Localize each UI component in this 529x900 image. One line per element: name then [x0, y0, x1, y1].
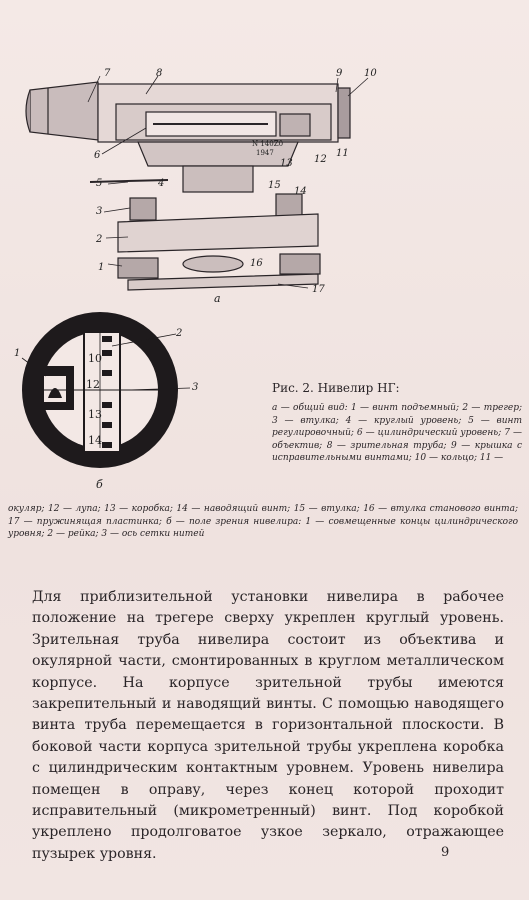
figure-a-label-3: 3 — [96, 206, 103, 217]
figure-a-label-6: 6 — [94, 150, 101, 161]
figure-a-label-16: 16 — [250, 258, 263, 269]
figure-caption-title: Рис. 2. Нивелир НГ: — [272, 381, 400, 395]
figure-a-label-8: 8 — [156, 68, 163, 79]
body-paragraph: Для приблизительной установки нивелира в рабочее положение на трегере сверху укреплен круглый уровень. Зрительная труба нивелира состоит из объектива и окулярной части, смонтированных в круглом металлическом корпусе. На корпусе зрительной трубы имеются закрепительный и наводящий винты. С помощью наводящего винта труба перемещается в горизонтальной плоскости. В боковой части корпуса зрительной трубы укреплена коробка с цилиндрическим контактным уровнем. Уровень нивелира помещен в оправу, через конец которой проходит исправительный (микрометренный) винт. Под коробкой укреплено продолговатое узкое зеркало, отражающее пузырек уровня. — [32, 589, 504, 862]
figure-caption-body: а — общий вид: 1 — винт подъемный; 2 — трегер; 3 — втулка; 4 — круглый уровень; 5 — винт регулировочный; 6 — цилиндрический уровень; 7 — объектив; 8 — зрительная труба; 9 — крышка с исправительными винтами; 10 — кольцо; 11 — — [272, 403, 522, 464]
figure-a-label-10: 10 — [364, 68, 377, 79]
figure-a-stamp-serial: N 140Z0 — [252, 140, 284, 148]
figure-caption-continuation: окуляр; 12 — лупа; 13 — коробка; 14 — наводящий винт; 15 — втулка; 16 — втулка станового винта; 17 — пружинящая пластинка; б — поле зрения нивелира: 1 — совмещенные концы цилиндрического уровня; 2 — рейка; 3 — ось сетки нитей — [8, 504, 518, 540]
figure-a-label-13: 13 — [280, 158, 293, 169]
figure-a-label-11: 11 — [336, 148, 349, 159]
figure-b-label-2: 2 — [176, 328, 183, 339]
figure-b-label-1: 1 — [14, 348, 21, 359]
figure-a-label-14: 14 — [294, 186, 307, 197]
figure-a-label-7: 7 — [104, 68, 111, 79]
figure-a-level-instrument — [18, 62, 377, 312]
figure-a-label-17: 17 — [312, 284, 325, 295]
figure-a-label-2: 2 — [96, 234, 103, 245]
figure-b-label-3: 3 — [192, 382, 199, 393]
figure-a-sublabel: а — [214, 292, 221, 305]
figure-b-sublabel: б — [96, 478, 103, 491]
figure-b-field-of-view — [8, 318, 228, 503]
figure-a-label-9: 9 — [336, 68, 343, 79]
figure-b-scale-10: 10 — [88, 352, 102, 365]
figure-a-stamp-year: 1947 — [256, 149, 274, 157]
figure-a-label-12: 12 — [314, 154, 327, 165]
figure-a-label-1: 1 — [98, 262, 105, 273]
page-number: 9 — [441, 845, 450, 860]
figure-a-label-4: 4 — [158, 178, 165, 189]
figure-b-scale-13: 13 — [88, 408, 102, 421]
figure-a-label-15: 15 — [268, 180, 281, 191]
figure-b-scale-14: 14 — [88, 434, 102, 447]
figure-a-label-5: 5 — [96, 178, 103, 189]
figure-b-scale-12: 12 — [86, 378, 100, 391]
